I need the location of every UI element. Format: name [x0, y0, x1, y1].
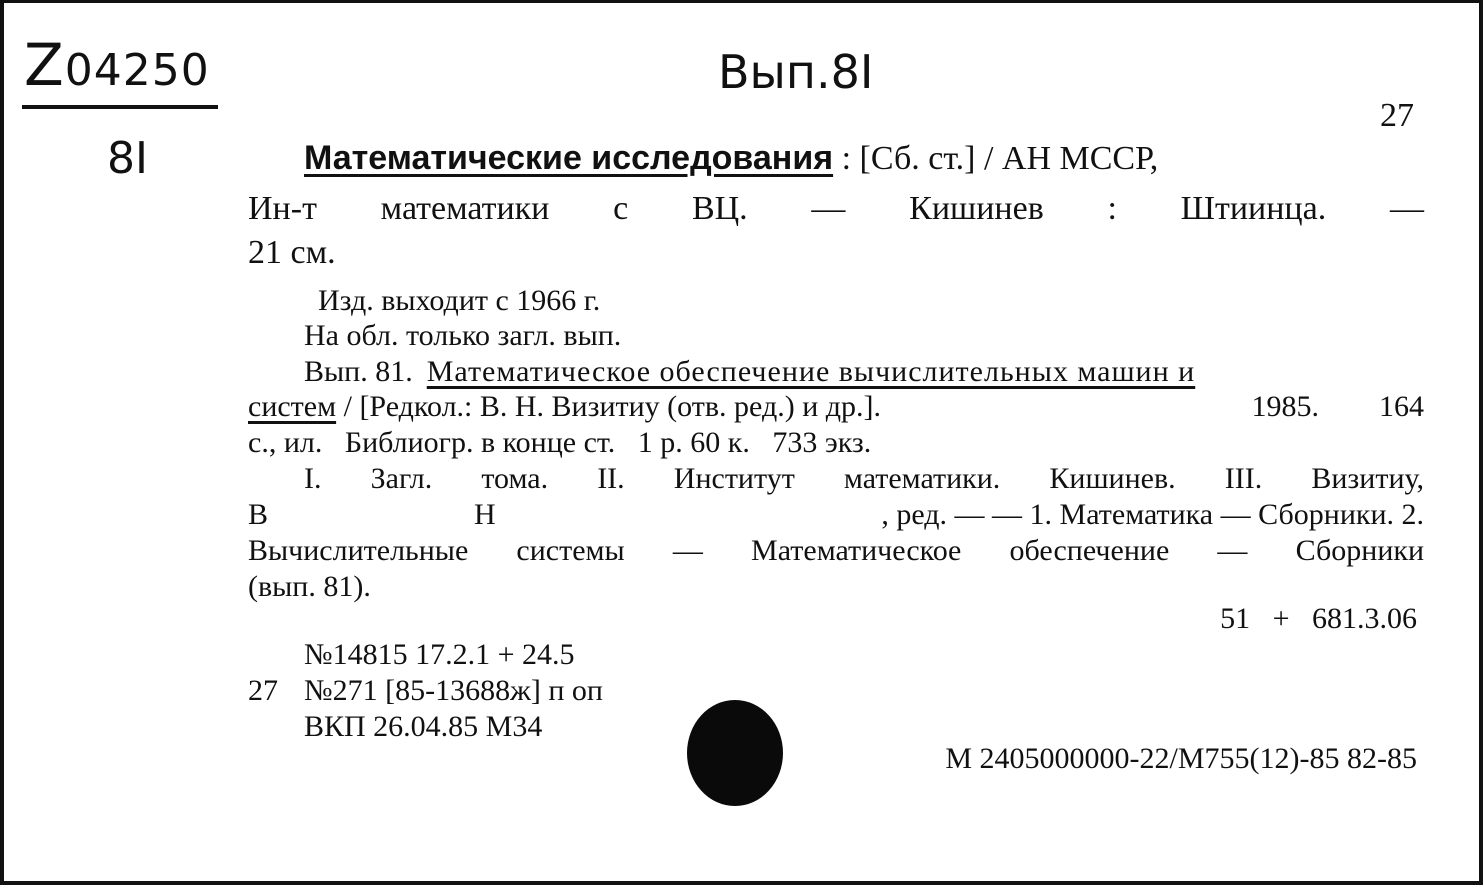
issue-line-2	[248, 389, 1424, 425]
word: —	[1389, 190, 1424, 227]
main-title: Математические исследования	[304, 139, 834, 177]
word: математики.	[843, 462, 1001, 495]
volume-mark: 8I	[107, 133, 148, 184]
udc-classification: 51 + 681.3.06	[1220, 602, 1417, 635]
pages: 164	[1379, 390, 1424, 423]
word: Загл.	[370, 462, 433, 495]
year: 1985.	[1251, 390, 1319, 423]
copies-count: 27	[248, 674, 278, 707]
initial-n: Н	[474, 498, 496, 531]
order-line: №271 [85-13688ж] п оп	[304, 674, 603, 707]
initial-v: В	[248, 498, 269, 531]
word: —	[811, 190, 846, 227]
main-entry-line-3: 21 см.	[248, 234, 336, 271]
issue-title: Математическое обеспечение вычислительных машин и	[426, 355, 1196, 388]
index-line: М 2405000000-22/М755(12)-85 82-85	[945, 742, 1417, 775]
word: тома.	[481, 462, 549, 495]
issue-line-3: с., ил. Библиогр. в конце ст. 1 р. 60 к. 733 экз.	[248, 426, 872, 459]
shelf-prefix: Z	[24, 31, 65, 99]
page-number: 27	[1380, 97, 1414, 134]
word: I.	[304, 462, 322, 495]
tracings-line-3: Вычислительные системы — Математическое обеспечение — Сборники	[248, 534, 1424, 567]
word: II.	[597, 462, 625, 495]
word: ВЦ.	[691, 190, 748, 227]
tracings-line-2	[248, 497, 1424, 533]
word: Кишинев	[909, 190, 1044, 227]
tracings-subjects: , ред. — — 1. Математика — Сборники. 2.	[881, 498, 1424, 531]
editorial-statement: / [Редкол.: В. Н. Визитиу (отв. ред.) и др.].	[343, 390, 882, 423]
word: Кишинев.	[1049, 462, 1176, 495]
main-entry-line-1	[304, 140, 1158, 177]
word: математики	[380, 190, 550, 227]
registry-line: ВКП 26.04.85 М34	[304, 710, 543, 743]
word: III.	[1224, 462, 1263, 495]
note-2: На обл. только загл. вып.	[304, 319, 622, 352]
issue-line-1	[304, 354, 1424, 390]
series-issue-label: Вып.8I	[718, 45, 874, 99]
word: Ин-т	[248, 190, 317, 227]
word: Институт	[673, 462, 795, 495]
main-entry-line-2	[248, 191, 1424, 227]
issue-prefix: Вып. 81.	[304, 355, 413, 388]
punch-hole	[687, 700, 783, 806]
word: с	[613, 190, 629, 227]
tracings-line-1	[304, 461, 1424, 497]
word: :	[1107, 190, 1117, 227]
word: Визитиу,	[1311, 462, 1424, 495]
tracings-line-4: (вып. 81).	[248, 570, 371, 603]
shelf-number: 04250	[64, 45, 210, 96]
main-entry-statement: : [Сб. ст.] / АН МССР,	[841, 140, 1159, 177]
code-line: №14815 17.2.1 + 24.5	[304, 638, 575, 671]
shelf-mark	[22, 31, 218, 109]
word: Штиинца.	[1180, 190, 1327, 227]
issue-title-end: систем	[248, 390, 337, 423]
note-1: Изд. выходит с 1966 г.	[318, 284, 601, 317]
